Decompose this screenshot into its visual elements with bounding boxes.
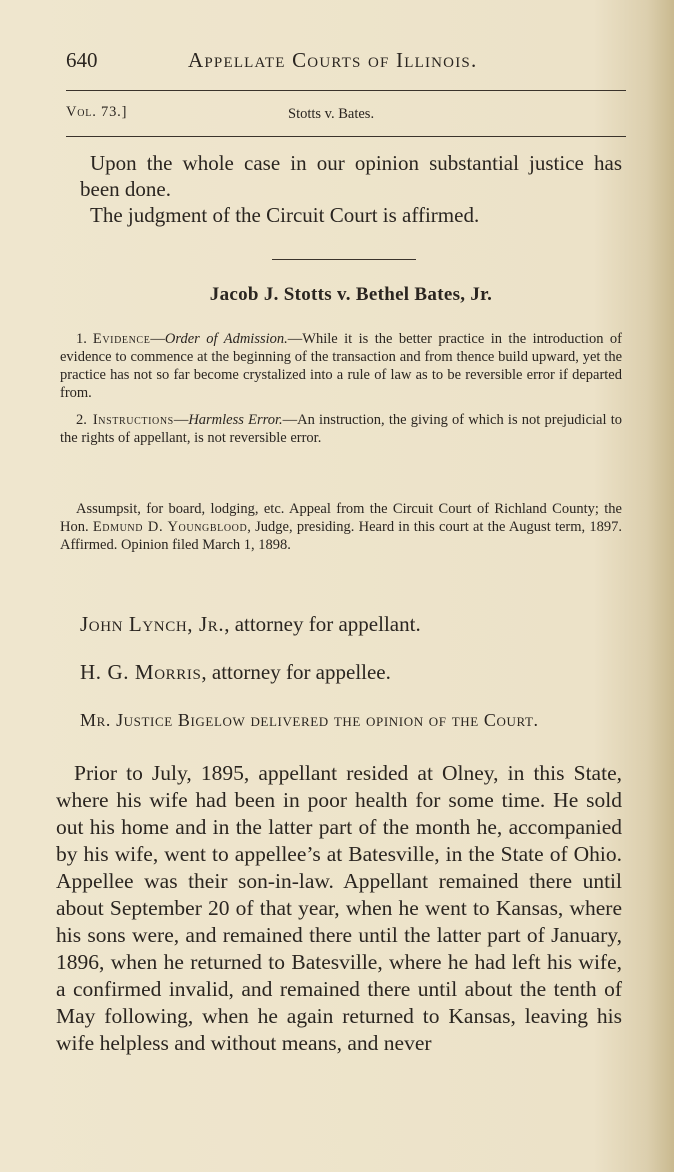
opinion-body [56, 760, 622, 1057]
opinion-heading-text: Mr. Justice Bigelow delivered the opinion of the Court. [80, 710, 539, 730]
appellee-attorney [80, 660, 391, 685]
headnote-subtopic: Harmless Error. [188, 412, 283, 428]
headnote-topic: Instructions [92, 412, 174, 428]
headnote-text: While it is the better practice in the introduction of evidence to commence at the beginning of the transaction and from thence build upward, yet the practice has not so far become crystalized into a rule of law as to be reversible error if departed from. [60, 331, 622, 401]
headnote-subtopic: Order of Admission. [164, 331, 288, 347]
subheader-rule [66, 136, 626, 137]
appellee-attorney-name: H. G. Morris [80, 660, 202, 684]
judgment-paragraph: The judgment of the Circuit Court is affirmed. [90, 203, 480, 227]
subheader [66, 104, 626, 126]
appellee-attorney-role: , attorney for appellee. [201, 660, 391, 684]
closing-paragraph: Upon the whole case in our opinion substantial justice has been done. [80, 151, 622, 201]
synopsis-text: Assumpsit, for board, lodging, etc. Appeal from the Circuit Court of Richland County; the Hon. [60, 501, 622, 535]
headnote: 2. Instructions—Harmless Error.—An instruction, the giving of which is not prejudicial to the rights of appellant, is not reversible error. [60, 412, 622, 446]
appellant-attorney-role: , attorney for appellant. [224, 612, 421, 636]
headnote-topic: Evidence [92, 331, 151, 347]
opinion-heading [56, 708, 622, 732]
headnote: 1. Evidence—Order of Admission.—While it is the better practice in the introduction of evidence to commence at the beginning of the transaction and from thence build upward, yet the practice has not so far become crystalized into a rule of law as to be reversible error if departed from. [60, 331, 622, 401]
headnote-number: 2. [76, 412, 87, 428]
headnote-text: An instruction, the giving of which is not prejudicial to the rights of appellant, is not reversible error. [60, 412, 622, 446]
headnote-number: 1. [76, 331, 87, 347]
preceding-case-end [80, 150, 622, 228]
synopsis-paragraph [60, 500, 622, 554]
appellant-attorney-name: John Lynch, Jr. [80, 612, 225, 636]
judge-name: Edmund D. Youngblood [92, 519, 248, 535]
page-header [66, 46, 626, 80]
opinion-paragraph: Prior to July, 1895, appellant resided at Olney, in this State, where his wife had been in poor health for some time. He sold out his home and in the latter part of the month he, accompanied by his wife, went to appellee’s at Batesville, in the State of Ohio. Appellee was their son-in-law. Appellant remained there until about September 20 of that year, when he went to Kansas, where his sons were, and remained there until the latter part of January, 1896, when he returned to Batesville, where he had left his wife, a confirmed invalid, and remained there until about the tenth of May following, when he again returned to Kansas, leaving his wife helpless and without means, and never [56, 761, 622, 1055]
running-title: Appellate Courts of Illinois. [188, 48, 478, 72]
page-number: 640 [66, 48, 98, 72]
case-separator-rule [272, 259, 416, 260]
case-title: Jacob J. Stotts v. Bethel Bates, Jr. [209, 284, 493, 305]
case-synopsis [60, 500, 622, 554]
case-running-head: Stotts v. Bates. [288, 106, 375, 122]
volume-label: Vol. 73.] [66, 104, 128, 120]
headnotes [60, 330, 622, 456]
header-rule [66, 90, 626, 91]
appellant-attorney [80, 612, 421, 637]
synopsis-text-continued: , Judge, presiding. Heard in this court at the August term, 1897. Affirmed. Opinion filed March 1, 1898. [60, 519, 622, 553]
